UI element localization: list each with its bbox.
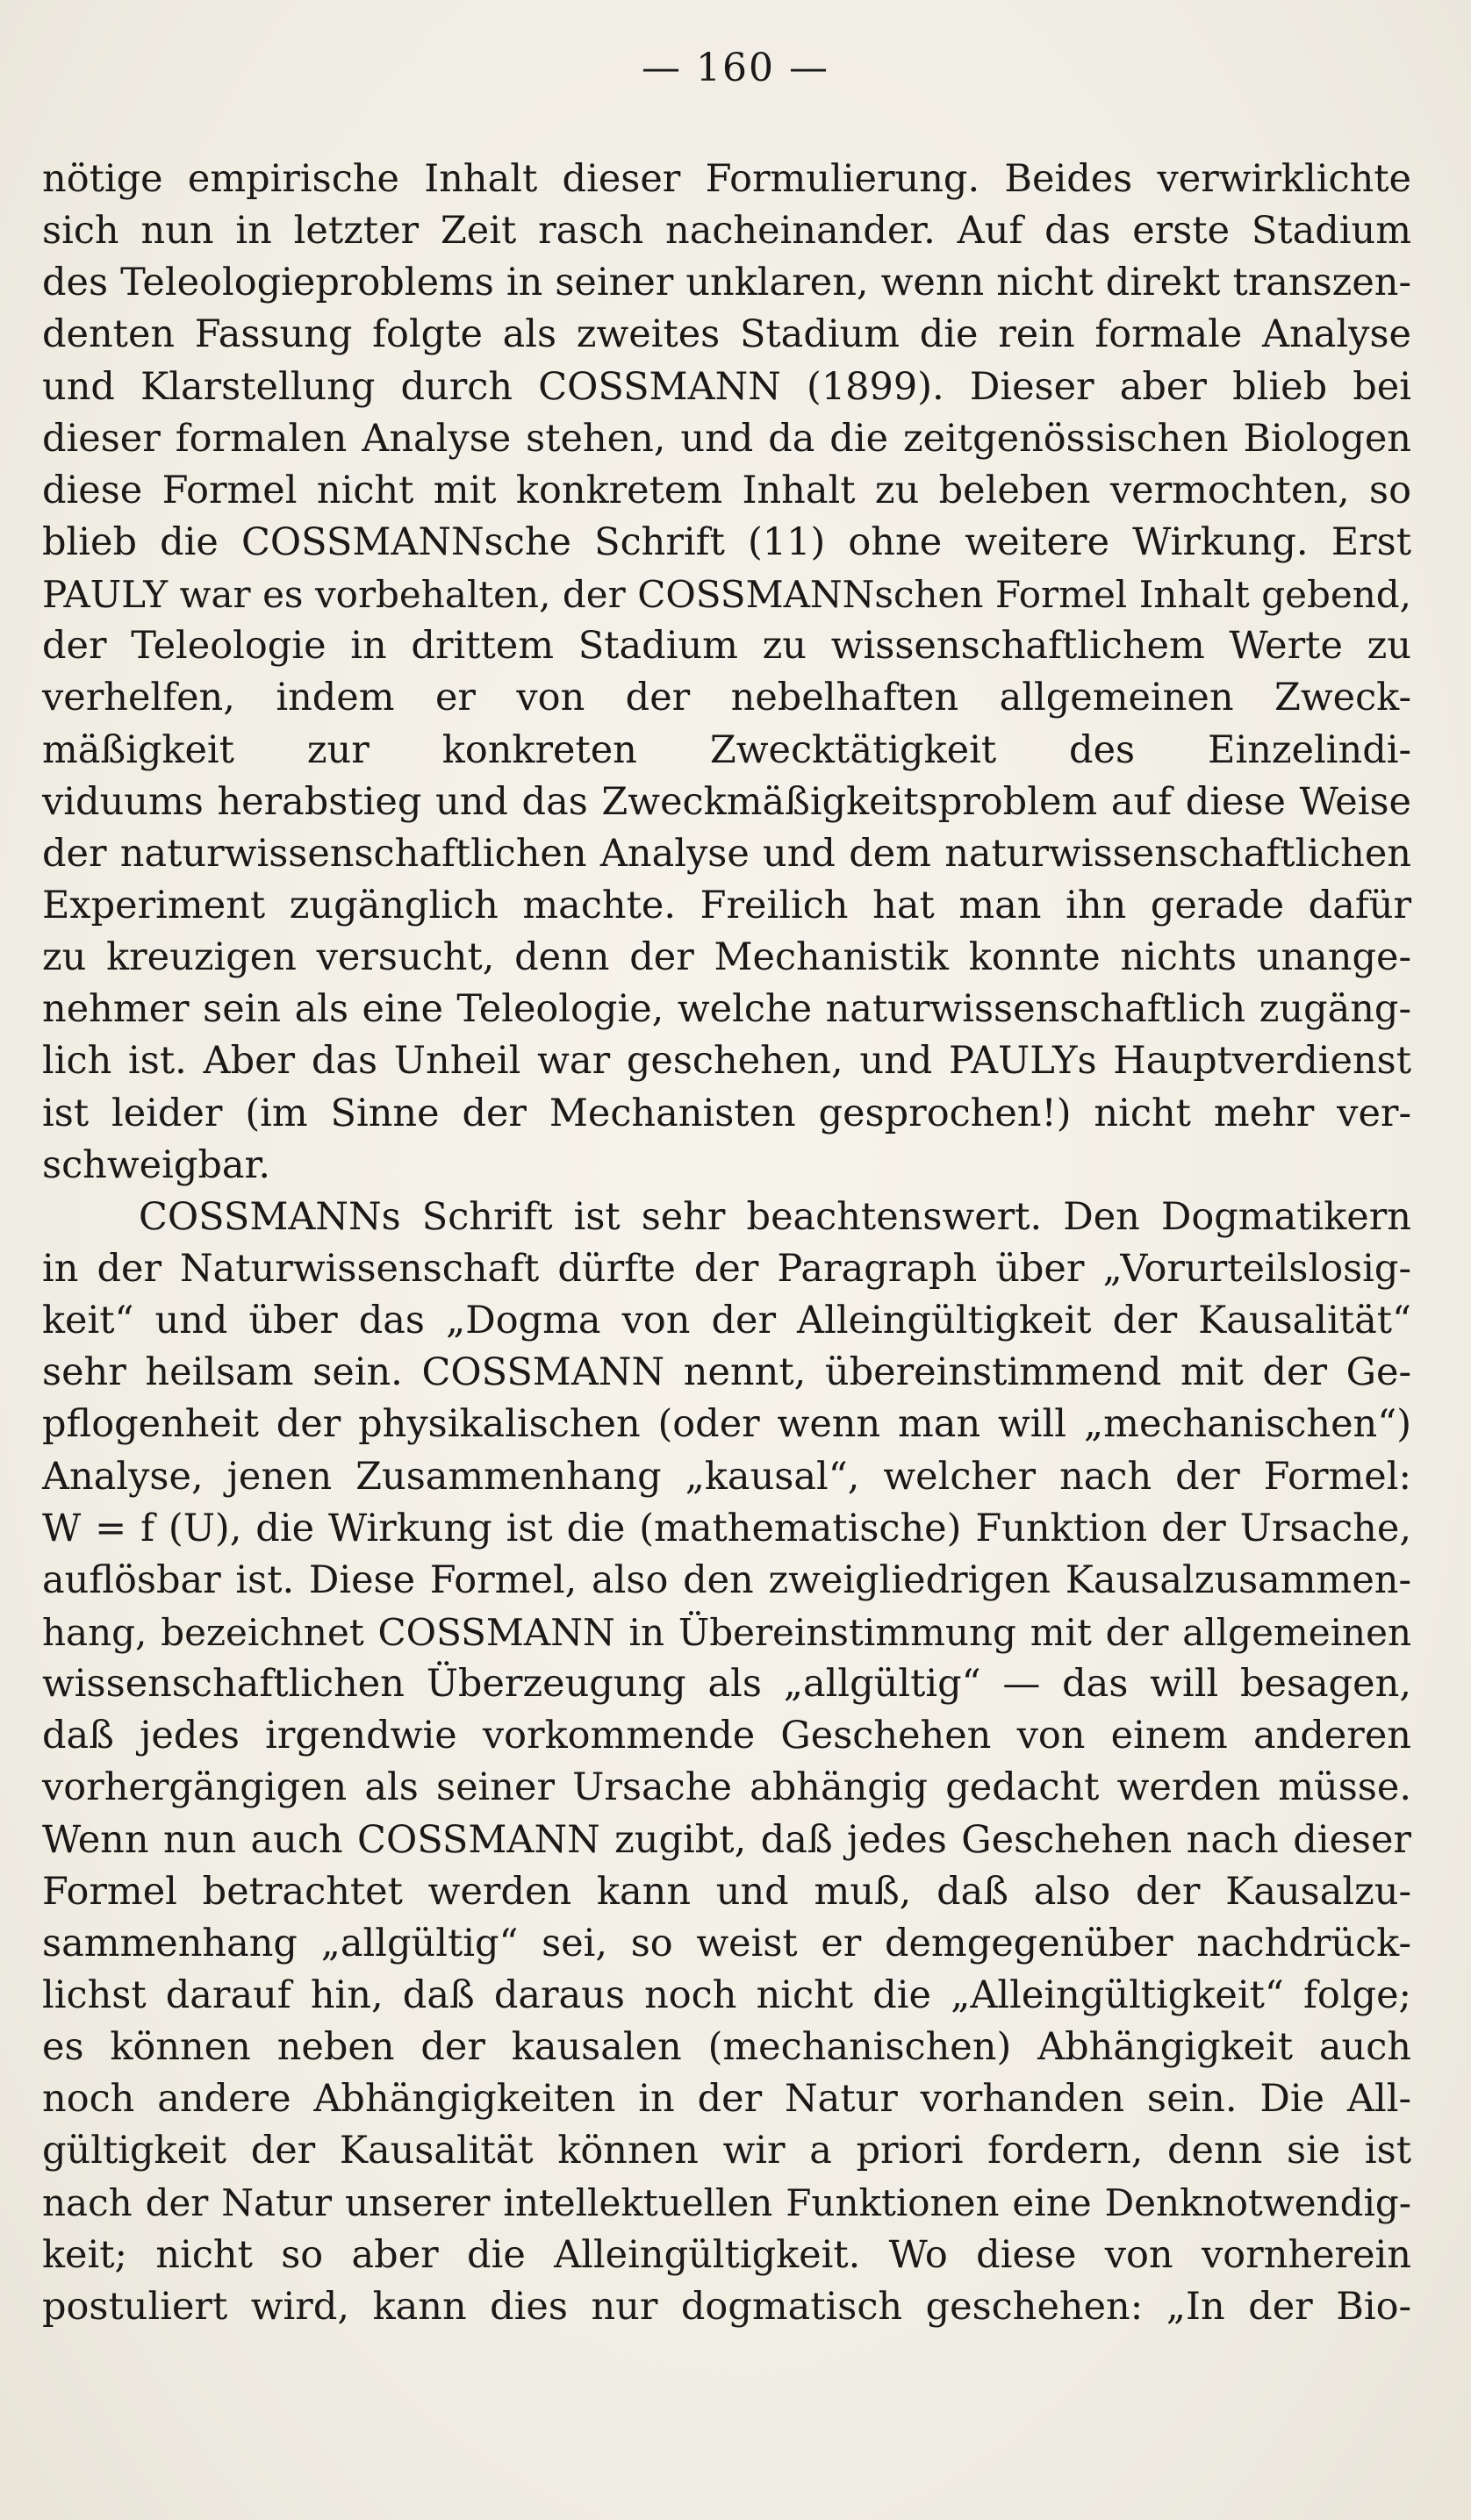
text-line: COSSMANNs Schrift ist sehr beachtenswert. Den Dogmatikern [139,1194,1411,1239]
text-line: noch andere Abhängigkeiten in der Natur vorhanden sein. Die All- [42,2077,1411,2122]
text-line: verhelfen, indem er von der nebelhaften allgemeinen Zweck- [42,676,1411,720]
text-line: denten Fassung folgte als zweites Stadium die rein formale Analyse [42,312,1411,357]
text-line: PAULY war es vorbehalten, der COSSMANNschen Formel Inhalt gebend, [42,573,1411,617]
text-line: auflösbar ist. Diese Formel, also den zweigliedrigen Kausalzusammen- [42,1557,1411,1602]
text-line: lichst darauf hin, daß daraus noch nicht die „Alleingültigkeit“ folge; [42,1972,1411,2017]
text-line: keit“ und über das „Dogma von der Alleingültigkeit der Kausalität“ [42,1299,1411,1343]
text-line: ist leider (im Sinne der Mechanisten gesprochen!) nicht mehr ver- [42,1091,1411,1135]
text-line: nehmer sein als eine Teleologie, welche naturwissenschaftlich zugäng- [42,987,1411,1032]
text-line: nach der Natur unserer intellektuellen Funktionen eine Denknotwendig- [42,2181,1411,2225]
text-line: blieb die COSSMANNsche Schrift (11) ohne weitere Wirkung. Erst [42,519,1411,564]
text-line: nötige empirische Inhalt dieser Formulierung. Beides verwirklichte [42,157,1411,201]
text-line: pflogenheit der physikalischen (oder wenn man will „mechanischen“) [42,1402,1411,1447]
text-line: wissenschaftlichen Überzeugung als „allgültig“ — das will besagen, [42,1662,1411,1707]
text-line: sammenhang „allgültig“ sei, so weist er demgegenüber nachdrück- [42,1921,1411,1965]
text-line: lich ist. Aber das Unheil war geschehen, und PAULYs Hauptverdienst [42,1039,1411,1084]
text-line: Wenn nun auch COSSMANN zugibt, daß jedes Geschehen nach dieser [42,1817,1411,1862]
text-line: vorhergängigen als seiner Ursache abhängig gedacht werden müsse. [42,1765,1411,1810]
text-line: und Klarstellung durch COSSMANN (1899). Dieser aber blieb bei [42,364,1411,409]
text-line: der naturwissenschaftlichen Analyse und dem naturwissenschaftlichen [42,831,1411,876]
paragraph-1 [42,154,1411,1192]
text-line: sich nun in letzter Zeit rasch nacheinander. Auf das erste Stadium [42,209,1411,254]
text-line: des Teleologieproblems in seiner unklaren, wenn nicht direkt transzen- [42,261,1411,305]
text-line: hang, bezeichnet COSSMANN in Übereinstimmung mit der allgemeinen [42,1610,1411,1654]
text-line: daß jedes irgendwie vorkommende Geschehen von einem anderen [42,1714,1411,1758]
text-line: Analyse, jenen Zusammenhang „kausal“, welcher nach der Formel: [42,1454,1411,1499]
text-line: Experiment zugänglich machte. Freilich hat man ihn gerade dafür [42,883,1411,927]
text-line: keit; nicht so aber die Alleingültigkeit. Wo diese von vornherein [42,2232,1411,2277]
paragraph-2 [42,1192,1411,2333]
text-line: postuliert wird, kann dies nur dogmatisch geschehen: „In der Bio- [42,2284,1411,2329]
page-number: — 160 — [642,46,829,90]
text-line: es können neben der kausalen (mechanischen) Abhängigkeit auch [42,2025,1411,2070]
text-line: viduums herabstieg und das Zweckmäßigkeitsproblem auf diese Weise [42,779,1411,824]
body-text [42,154,1411,2333]
text-line: diese Formel nicht mit konkretem Inhalt zu beleben vermochten, so [42,468,1411,512]
text-line: zu kreuzigen versucht, denn der Mechanistik konnte nichts unange- [42,935,1411,980]
text-line: gültigkeit der Kausalität können wir a priori fordern, denn sie ist [42,2129,1411,2173]
text-line: schweigbar. [42,1142,271,1187]
text-line: mäßigkeit zur konkreten Zwecktätigkeit des Einzelindi- [42,727,1411,772]
text-line: sehr heilsam sein. COSSMANN nennt, übereinstimmend mit der Ge- [42,1350,1411,1395]
text-line: in der Naturwissenschaft dürfte der Paragraph über „Vorurteilslosig- [42,1246,1411,1291]
text-line: W = f (U), die Wirkung ist die (mathematische) Funktion der Ursache, [42,1506,1411,1550]
text-line: der Teleologie in drittem Stadium zu wissenschaftlichem Werte zu [42,624,1411,669]
text-line: Formel betrachtet werden kann und muß, daß also der Kausalzu- [42,1869,1411,1914]
text-line: dieser formalen Analyse stehen, und da die zeitgenössischen Biologen [42,416,1411,461]
